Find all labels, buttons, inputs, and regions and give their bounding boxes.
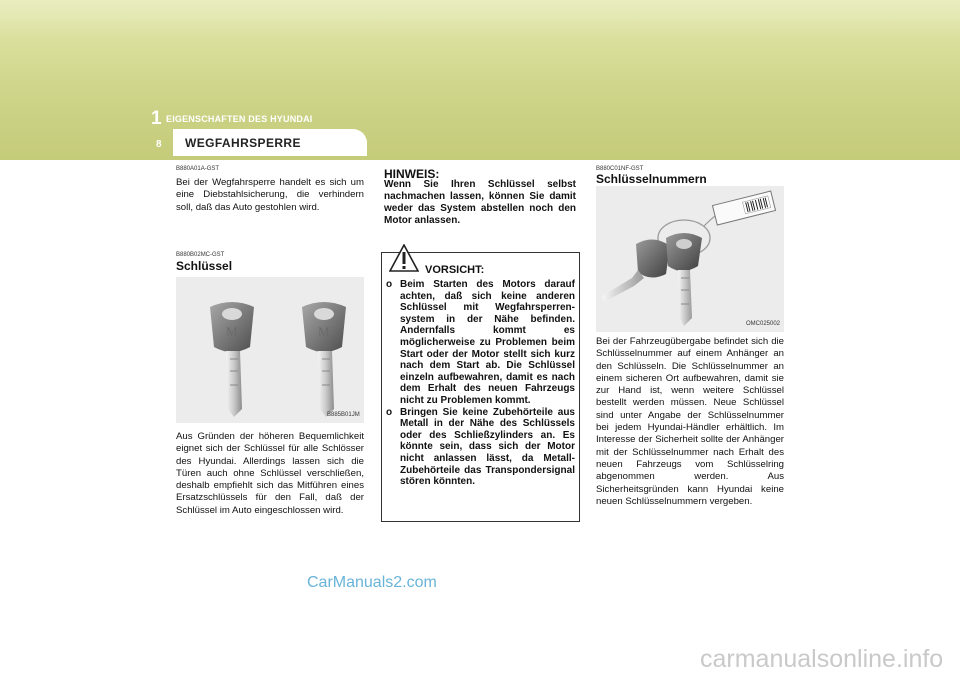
chapter-number: 1 [151,108,162,129]
caution-bullet: o [386,406,393,418]
keys-description-text: Aus Gründen der höheren Bequemlichkeit eignet sich der Schlüssel für alle Schlösser des Hyundai. Allerdings lassen sich die Türen auch ohne Schlüssel verschließen, deshalb empfiehlt sich das Mitführen eines Ersatzschlüssels für den Fall, daß der Schlüssel im Auto eingeschlossen wird. [176,431,364,516]
page-number: 8 [156,139,162,150]
key-numbers-text: Bei der Fahrzeugübergabe befindet sich die Schlüsselnummer auf einem Anhänger an den Schlüsseln. Die Schlüsselnummer an einem sicheren Ort aufbewahren, damit sie zur Hand ist, wenn weitere Schlüssel bestellt werden müssen. Neue Schlüssel sind unter Angabe der Schlüsselnummer bei jedem Hyundai-Händler erhältlich. Im Interesse der Sicherheit sollte der Anhänger mit der Schlüsselnummer nach Erhalt des neuen Fahrzeugs vom Schlüsselring abgenommen werden. Aus Sicherheitsgründen kann Hyundai keine neuen Schlüsselnummern vergeben. [596,336,784,507]
caution-list [386,279,575,488]
keys-heading: Schlüssel [176,259,233,273]
key-numbers-image-code: OMC025002 [746,321,781,327]
keys-image [176,277,364,423]
section-title: WEGFAHRSPERRE [185,136,301,150]
key-numbers-image [596,186,784,332]
header-band [0,0,960,160]
key-numbers-heading: Schlüsselnummern [596,172,707,186]
footer-link-carmanualsonline[interactable]: carmanualsonline.info [700,645,944,673]
section-code-keys: B880B02MC-GST [176,252,225,258]
caution-item [386,407,575,488]
caution-item [386,279,575,407]
keys-image-code: B885B01JM [327,412,360,418]
svg-text:M: M [226,324,238,339]
section-code-key-numbers: B880C01NF-GST [596,166,644,172]
two-keys-illustration [176,277,364,423]
chapter-title: EIGENSCHAFTEN DES HYUNDAI [166,114,313,124]
caution-item-text: Beim Starten des Motors darauf achten, daß sich keine anderen Schlüssel mit Wegfahrsperren-system in der Nähe befinden. Andernfalls kommt es möglicherweise zu Problemen beim Start oder der Motor stellt sich kurz nach dem Start ab. Die Schlüssel einzeln aufbewahren, damit es nach dem Erhalt des neuen Fahrzeugs nicht zu Problemen kommt. [400,279,575,406]
warning-triangle-icon [389,244,419,277]
note-title: HINWEIS: [384,167,440,181]
immobilizer-intro-text: Bei der Wegfahrsperre handelt es sich um eine Diebstahlsicherung, die verhindern soll, daß das Auto gestohlen wird. [176,177,364,213]
note-text: Wenn Sie Ihren Schlüssel selbst nachmachen lassen, können Sie damit weder das System abstellen noch den Motor anlassen. [384,179,576,226]
caution-title: VORSICHT: [425,264,485,276]
caution-item-text: Bringen Sie keine Zubehörteile aus Metall in der Nähe des Schlüssels oder des Schließzylinders an. Es könnte sein, dass sich der Motor nicht anlassen lässt, da Metall-Zubehörteile das Transpondersignal stören könnten. [400,406,575,488]
caution-bullet: o [386,279,393,290]
svg-text:M: M [318,324,330,339]
section-code-immobilizer: B880A01A-GST [176,166,220,172]
watermark-carmanuals2[interactable]: CarManuals2.com [307,574,437,591]
keys-with-tag-illustration [596,186,784,332]
